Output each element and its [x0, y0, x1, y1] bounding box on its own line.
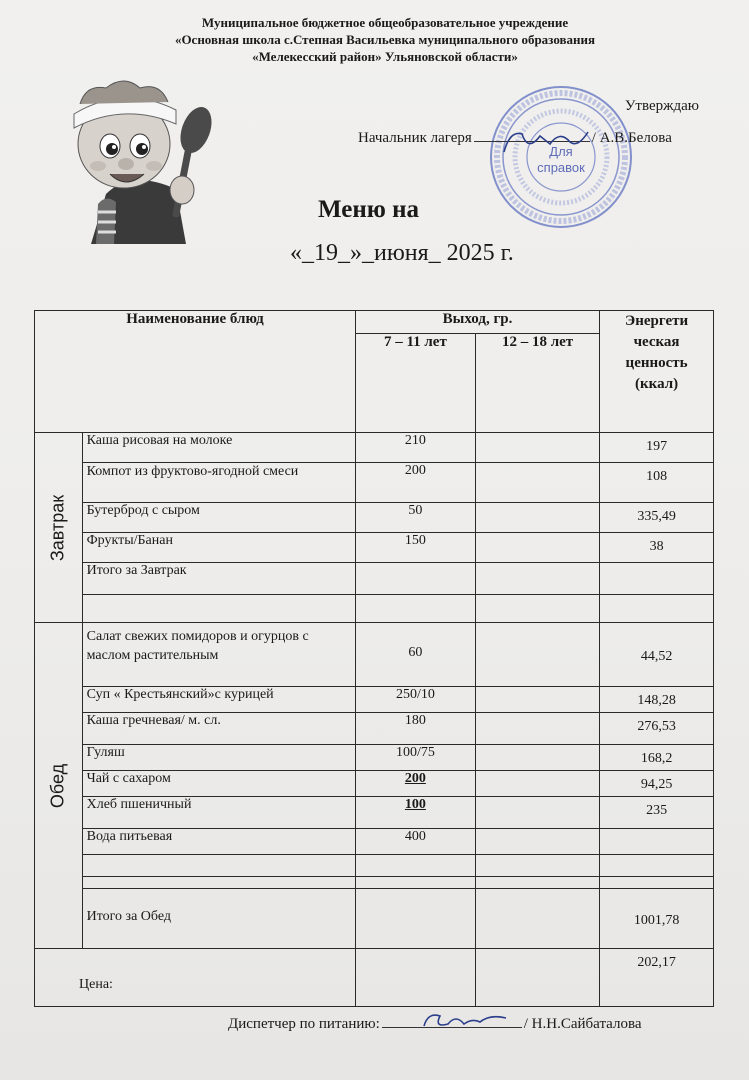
- column-header-energy: Энергети ческая ценность (ккал): [600, 311, 714, 433]
- yield-7-11: 100/75: [355, 745, 475, 771]
- energy-value: 276,53: [600, 713, 714, 745]
- energy-value: 168,2: [600, 745, 714, 771]
- yield-12-18: [475, 713, 599, 745]
- yield-12-18: [475, 463, 599, 503]
- section-label-lunch: Обед: [35, 623, 83, 949]
- yield-7-11: 150: [355, 533, 475, 563]
- yield-12-18: [475, 623, 599, 687]
- energy-value: 335,49: [600, 503, 714, 533]
- yield-7-11: 400: [355, 829, 475, 855]
- yield-12-18: [475, 797, 599, 829]
- approve-label: Утверждаю: [624, 98, 699, 114]
- energy-value: [600, 829, 714, 855]
- yield-12-18: [475, 433, 599, 463]
- menu-table: [34, 310, 714, 1007]
- yield-12-18: [475, 687, 599, 713]
- dish-name: Суп « Крестьянский»с курицей: [82, 687, 355, 713]
- organization-header: [150, 14, 620, 65]
- yield-7-11: 210: [355, 433, 475, 463]
- energy-value: 38: [600, 533, 714, 563]
- dish-name: Фрукты/Банан: [82, 533, 355, 563]
- camp-head-position: Начальник лагеря: [358, 130, 472, 146]
- energy-value: 108: [600, 463, 714, 503]
- stamp-text-1: Для: [549, 144, 573, 159]
- yield-7-11: 180: [355, 713, 475, 745]
- camp-head-name: / А.В.Белова: [591, 130, 672, 146]
- price-value: 202,17: [600, 949, 714, 1007]
- energy-value: 94,25: [600, 771, 714, 797]
- org-line-2: «Основная школа с.Степная Васильевка муниципального образования: [174, 32, 596, 47]
- column-header-yield: Выход, гр.: [355, 311, 599, 334]
- energy-value: 197: [600, 433, 714, 463]
- column-header-age-12-18: 12 – 18 лет: [475, 334, 599, 433]
- column-header-dish: Наименование блюд: [35, 311, 356, 433]
- yield-12-18: [475, 533, 599, 563]
- cook-mascot-illustration: [36, 74, 226, 244]
- org-line-3: «Мелекесский район» Ульяновской области»: [252, 49, 518, 64]
- breakfast-total-label: Итого за Завтрак: [82, 563, 355, 595]
- handwritten-signature-dispatcher: [420, 1006, 510, 1034]
- column-header-age-7-11: 7 – 11 лет: [355, 334, 475, 433]
- yield-7-11: 200: [355, 463, 475, 503]
- menu-date: «_19_»_июня_ 2025 г.: [290, 240, 514, 266]
- dish-name: Чай с сахаром: [82, 771, 355, 797]
- yield-12-18: [475, 771, 599, 797]
- yield-7-11: 50: [355, 503, 475, 533]
- energy-value: 44,52: [600, 623, 714, 687]
- energy-value: 235: [600, 797, 714, 829]
- dish-name: Салат свежих помидоров и огурцов с маслом растительным: [82, 623, 355, 687]
- dish-name: Гуляш: [82, 745, 355, 771]
- lunch-total-label: Итого за Обед: [82, 889, 355, 949]
- yield-7-11: 200: [355, 771, 475, 797]
- dish-name: Хлеб пшеничный: [82, 797, 355, 829]
- dish-name: Вода питьевая: [82, 829, 355, 855]
- lunch-total-energy: 1001,78: [600, 889, 714, 949]
- dish-name: Каша рисовая на молоке: [82, 433, 355, 463]
- dish-name: Каша гречневая/ м. сл.: [82, 713, 355, 745]
- yield-12-18: [475, 503, 599, 533]
- yield-12-18: [475, 745, 599, 771]
- org-line-1: Муниципальное бюджетное общеобразовательное учреждение: [201, 15, 569, 30]
- stamp-text-2: справок: [537, 160, 585, 175]
- dispatcher-position: Диспетчер по питанию:: [228, 1016, 380, 1032]
- handwritten-signature-boss: [500, 122, 590, 162]
- dish-name: Компот из фруктово-ягодной смеси: [82, 463, 355, 503]
- section-label-breakfast: Завтрак: [35, 433, 83, 623]
- energy-value: 148,28: [600, 687, 714, 713]
- yield-12-18: [475, 829, 599, 855]
- yield-7-11: 100: [355, 797, 475, 829]
- price-label: Цена:: [35, 949, 356, 1007]
- yield-7-11: 250/10: [355, 687, 475, 713]
- dispatcher-name: / Н.Н.Сайбаталова: [523, 1016, 642, 1032]
- yield-7-11: 60: [355, 623, 475, 687]
- menu-title: Меню на: [318, 196, 420, 223]
- dish-name: Бутерброд с сыром: [82, 503, 355, 533]
